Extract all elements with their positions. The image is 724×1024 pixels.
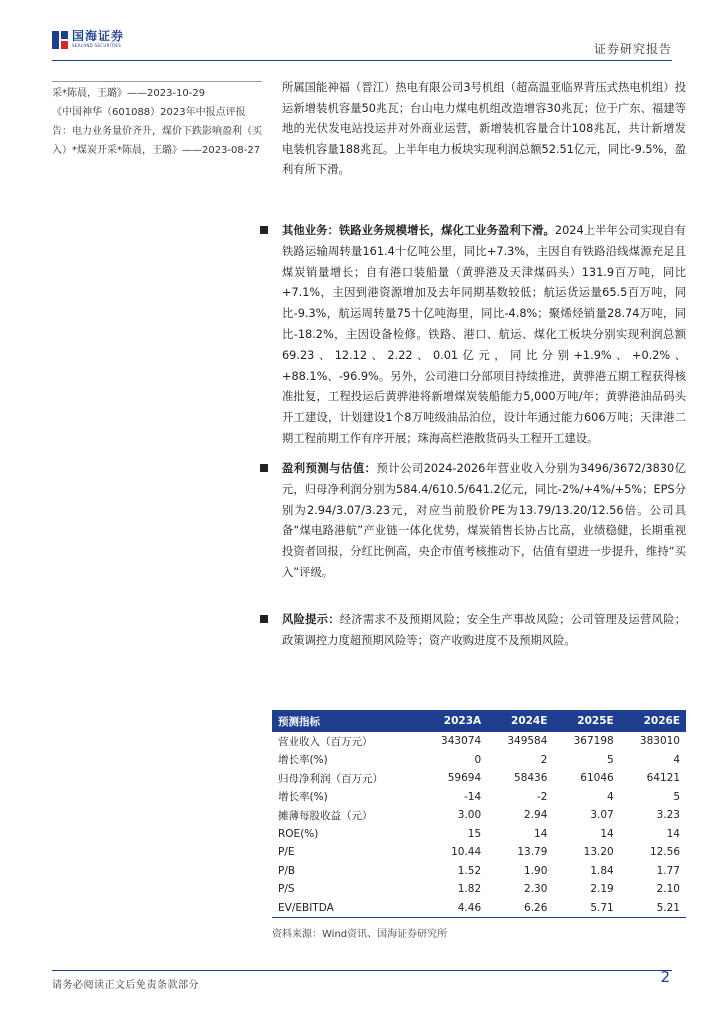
page-header	[0, 0, 724, 62]
footer-disclaimer: 请务必阅读正文后免责条款部分	[52, 980, 199, 991]
table-cell: 3.23	[656, 809, 680, 822]
table-header-cell: 预测指标	[272, 710, 421, 732]
table-row	[272, 862, 686, 881]
section-body: 经济需求不及预期风险；安全生产事故风险；公司管理及运营风险；政策调控力度超预期风险等；资产收购进度不及预期风险。	[282, 613, 686, 647]
bullet-icon	[260, 615, 268, 623]
section-risk	[282, 610, 686, 652]
table-cell: 3.00	[457, 809, 482, 822]
table-cell: 13.20	[583, 846, 614, 859]
table-cell: 14	[666, 827, 680, 840]
table-cell: 2.30	[524, 883, 548, 896]
table-cell: 3.07	[590, 809, 614, 822]
intro-paragraph: 所属国能神福（晋江）热电有限公司3号机组（超高温亚临界背压式热电机组）投运新增装机容量50兆瓦；台山电力煤电机组改造增容30兆瓦；位于广东、福建等地的光伏发电站投运并对外商业运营，新增装机容量合计108兆瓦，共计新增发电装机容量188兆瓦。上半年电力板块实现利润总额52.51亿元，同比-9.5%，盈利有所下滑。	[282, 81, 686, 176]
table-cell: 4	[673, 753, 680, 766]
table-cell: 367198	[573, 735, 614, 748]
logo-mark-icon	[52, 31, 68, 49]
related-reports	[52, 84, 262, 160]
footer-divider	[52, 970, 672, 971]
table-row-label: P/E	[278, 846, 295, 859]
table-cell: 0	[474, 753, 482, 766]
table-row-label: P/S	[278, 883, 295, 896]
table-row	[272, 843, 686, 862]
table-cell: 13.79	[517, 846, 548, 859]
table-cell: 4	[607, 790, 614, 803]
table-cell: 2.10	[656, 883, 680, 896]
section-body: 2024上半年公司实现自有铁路运输周转量161.4十亿吨公里，同比+7.3%，主因自有铁路沿线煤源充足且煤炭销量增长；自有港口装船量（黄骅港及天津煤码头）131.9百万吨，同比+7.1%，主因到港资源增加及去年同期基数较低；航运货运量65.5百万吨，同比-9.3%，航运周转量75十亿吨海里，同比-4.8%；聚烯烃销量28.74万吨，同比-18.2%，主因设备检修。铁路、港口、航运、煤化工板块分别实现利润总额69.23、12.12、2.22、0.01亿元，同比分别+1.9%、+0.2%、+88.1%、-96.9%。另外，公司港口分部项目持续推进，黄骅港五期工程获得核准批复，工程投运后黄骅港将新增煤炭装船能力5,000万吨/年；黄骅港油品码头开工建设，计划建设1个8万吨级油品泊位，设计年通过能力606万吨；天津港二期工程前期工作有序开展；珠海高栏港散货码头工程开工建设。	[282, 224, 686, 445]
header-divider	[52, 60, 672, 61]
bullet-icon	[260, 464, 268, 472]
table-cell: 4.46	[421, 899, 487, 918]
table-cell: 14	[600, 827, 614, 840]
section-other-business	[282, 221, 686, 450]
table-row-label: 摊薄每股收益（元）	[278, 809, 373, 822]
table-cell: 2.19	[590, 883, 614, 896]
table-cell: 5	[607, 753, 614, 766]
section-title: 风险提示：	[282, 613, 340, 626]
table-cell: 10.44	[451, 846, 482, 859]
table-cell: 1.77	[656, 864, 680, 877]
table-cell: 2.94	[524, 809, 548, 822]
table-cell: 6.26	[487, 899, 553, 918]
table-row-label: P/B	[278, 864, 296, 877]
table-row-label: ROE(%)	[278, 827, 319, 840]
company-logo	[52, 30, 124, 49]
table-cell: 14	[534, 827, 548, 840]
table-cell: 1.52	[457, 864, 482, 877]
table-cell: 343074	[441, 735, 482, 748]
table-source: 资料来源：Wind资讯、国海证券研究所	[272, 929, 448, 940]
table-header-cell: 2026E	[620, 710, 686, 732]
table-cell: 5.71	[553, 899, 619, 918]
table-row	[272, 732, 686, 751]
table-header-row	[272, 710, 686, 732]
section-title: 盈利预测与估值：	[282, 462, 377, 475]
table-header-cell: 2024E	[487, 710, 553, 732]
related-report-item: 《中国神华（601088）2023年中报点评报告：电力业务量价齐升，煤价下跌影响盈利（买入）*煤炭开采*陈晨，王璐》——2023-08-27	[52, 107, 262, 156]
table-cell: 1.82	[457, 883, 482, 896]
table-cell: 61046	[580, 772, 614, 785]
table-row	[272, 899, 686, 918]
table-cell: 383010	[639, 735, 680, 748]
table-row	[272, 769, 686, 788]
table-row	[272, 806, 686, 825]
table-cell: 5	[673, 790, 680, 803]
table-row-label: 营业收入（百万元）	[278, 735, 373, 748]
section-title: 其他业务：铁路业务规模增长，煤化工业务盈利下滑。	[282, 224, 555, 237]
report-type-label: 证券研究报告	[593, 42, 672, 56]
logo-name-cn: 国海证券	[72, 29, 125, 43]
table-cell: 12.56	[649, 846, 680, 859]
table-cell: -2	[536, 790, 548, 803]
table-cell: 15	[467, 827, 482, 840]
table-row-label: EV/EBITDA	[272, 899, 421, 918]
table-row	[272, 825, 686, 844]
related-report-item: 采*陈晨，王璐》——2023-10-29	[52, 88, 206, 99]
table-row	[272, 880, 686, 899]
bullet-icon	[260, 226, 268, 234]
logo-name-en: SEALAND SECURITIES	[72, 43, 122, 48]
section-body: 预计公司2024-2026年营业收入分别为3496/3672/3830亿元，归母净利润分别为584.4/610.5/641.2亿元，同比-2%/+4%/+5%；EPS分别为2.94/3.07/3.23元，对应当前股价PE为13.79/13.20/12.56倍。公司具备“煤电路港航”产业链一体化优势，煤炭销售长协占比高，业绩稳健，长期重视投资者回报，分红比例高，央企市值考核推动下，估值有望进一步提升，维持“买入”评级。	[282, 462, 686, 579]
table-row-label: 归母净利润（百万元）	[278, 772, 383, 785]
table-cell: 5.21	[620, 899, 686, 918]
table-cell: 64121	[646, 772, 680, 785]
table-header-cell: 2023A	[421, 710, 487, 732]
table-cell: -14	[463, 790, 482, 803]
forecast-table	[272, 710, 686, 918]
table-cell: 59694	[447, 772, 482, 785]
table-row	[272, 751, 686, 770]
table-row-label: 增长率(%)	[278, 754, 328, 767]
table-cell: 1.90	[524, 864, 548, 877]
table-cell: 1.84	[590, 864, 614, 877]
table-cell: 2	[540, 753, 548, 766]
table-row	[272, 788, 686, 807]
table-header-cell: 2025E	[553, 710, 619, 732]
table-cell: 349584	[507, 735, 548, 748]
table-row-label: 增长率(%)	[278, 791, 328, 804]
section-forecast	[282, 459, 686, 584]
left-column-divider	[52, 81, 262, 82]
table-cell: 58436	[514, 772, 548, 785]
page-number: 2	[660, 968, 670, 986]
